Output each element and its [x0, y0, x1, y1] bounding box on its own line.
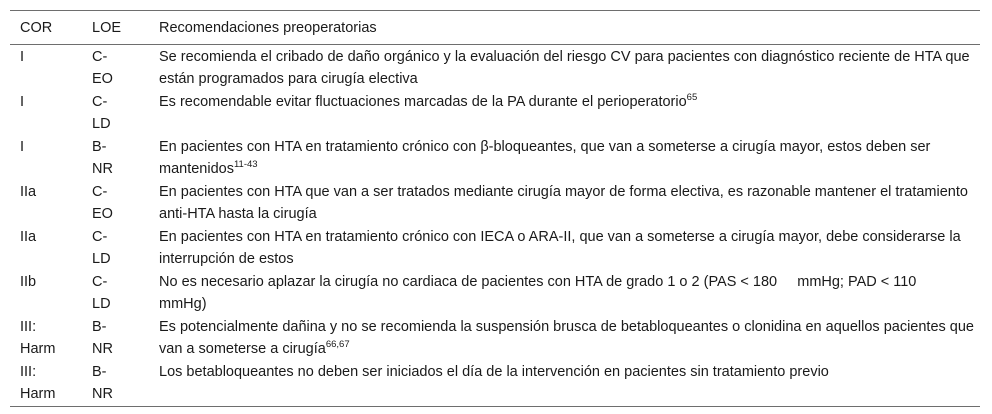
table-row	[10, 90, 980, 135]
recommendations-table-container	[10, 10, 980, 407]
loe-line: B-	[92, 319, 107, 335]
cell-loe	[92, 360, 159, 407]
recommendation-text: En pacientes con HTA en tratamiento crónico con β-bloqueantes, que van a someterse a cirugía mayor, estos deben ser mantenidos	[159, 139, 931, 177]
loe-line: NR	[92, 161, 113, 177]
loe-line: NR	[92, 341, 113, 357]
table-row	[10, 225, 980, 270]
cor-line: III:	[20, 364, 37, 380]
reference-superscript[interactable]: 65	[686, 92, 698, 103]
recommendation-text: En pacientes con HTA en tratamiento crónico con IECA o ARA-II, que van a someterse a cirugía mayor, debe considerarse la interrupción de estos	[159, 229, 961, 267]
cell-recommendation	[159, 270, 980, 315]
loe-line: LD	[92, 251, 111, 267]
cell-loe	[92, 180, 159, 225]
table-header-row	[10, 11, 980, 45]
cor-line: Harm	[20, 386, 56, 402]
recommendation-text: En pacientes con HTA que van a ser tratados mediante cirugía mayor de forma electiva, es razonable mantener el tratamiento anti-HTA hasta la cirugía	[159, 184, 968, 222]
loe-line: EO	[92, 71, 113, 87]
cell-cor	[10, 180, 92, 225]
cell-loe	[92, 90, 159, 135]
cor-value: I	[20, 49, 25, 65]
cell-loe	[92, 270, 159, 315]
recommendation-text: Los betabloqueantes no deben ser iniciados el día de la intervención en pacientes sin tratamiento previo	[159, 364, 829, 380]
loe-line: C-	[92, 94, 108, 110]
cell-cor	[10, 135, 92, 180]
cell-cor	[10, 360, 92, 407]
header-recommendation: Recomendaciones preoperatorias	[159, 11, 980, 45]
loe-line: C-	[92, 184, 108, 200]
cell-recommendation	[159, 315, 980, 360]
header-loe: LOE	[92, 11, 159, 45]
table-row	[10, 135, 980, 180]
loe-line: EO	[92, 206, 113, 222]
recommendation-text: Es potencialmente dañina y no se recomienda la suspensión brusca de betabloqueantes o clonidina en aquellos pacientes que van a someterse a cirugía	[159, 319, 974, 357]
cell-recommendation	[159, 225, 980, 270]
recommendation-text: Se recomienda el cribado de daño orgánico y la evaluación del riesgo CV para pacientes con diagnóstico reciente de HTA que están programados para cirugía electiva	[159, 49, 970, 87]
cell-loe	[92, 315, 159, 360]
cor-line: Harm	[20, 341, 56, 357]
reference-superscript[interactable]: 66,67	[325, 339, 350, 350]
cor-value: IIa	[20, 229, 37, 245]
loe-line: B-	[92, 139, 107, 155]
cell-cor	[10, 90, 92, 135]
recommendation-text: Es recomendable evitar fluctuaciones marcadas de la PA durante el perioperatorio	[159, 94, 687, 110]
recommendation-text: No es necesario aplazar la cirugía no cardiaca de pacientes con HTA de grado 1 o 2 (PAS < 180 mmHg; PAD < 110 mmHg)	[159, 274, 937, 312]
loe-line: C-	[92, 229, 108, 245]
loe-line: LD	[92, 116, 111, 132]
cor-value: IIa	[20, 184, 37, 200]
loe-line: C-	[92, 274, 108, 290]
cell-loe	[92, 225, 159, 270]
cell-loe	[92, 135, 159, 180]
table-row	[10, 270, 980, 315]
loe-line: C-	[92, 49, 108, 65]
table-row	[10, 180, 980, 225]
cell-recommendation	[159, 90, 980, 135]
cor-value: IIb	[20, 274, 37, 290]
cor-line: III:	[20, 319, 37, 335]
table-row	[10, 45, 980, 91]
cell-cor	[10, 270, 92, 315]
table-row	[10, 360, 980, 407]
cell-recommendation	[159, 135, 980, 180]
cor-value: I	[20, 139, 25, 155]
header-cor: COR	[10, 11, 92, 45]
cell-recommendation	[159, 180, 980, 225]
loe-line: NR	[92, 386, 113, 402]
cell-recommendation	[159, 45, 980, 91]
cor-value: I	[20, 94, 25, 110]
recommendations-table	[10, 10, 980, 407]
loe-line: LD	[92, 296, 111, 312]
cell-loe	[92, 45, 159, 91]
loe-line: B-	[92, 364, 107, 380]
cell-recommendation	[159, 360, 980, 407]
cell-cor	[10, 225, 92, 270]
reference-superscript[interactable]: 11-43	[233, 159, 258, 170]
cell-cor	[10, 315, 92, 360]
table-row	[10, 315, 980, 360]
cell-cor	[10, 45, 92, 91]
